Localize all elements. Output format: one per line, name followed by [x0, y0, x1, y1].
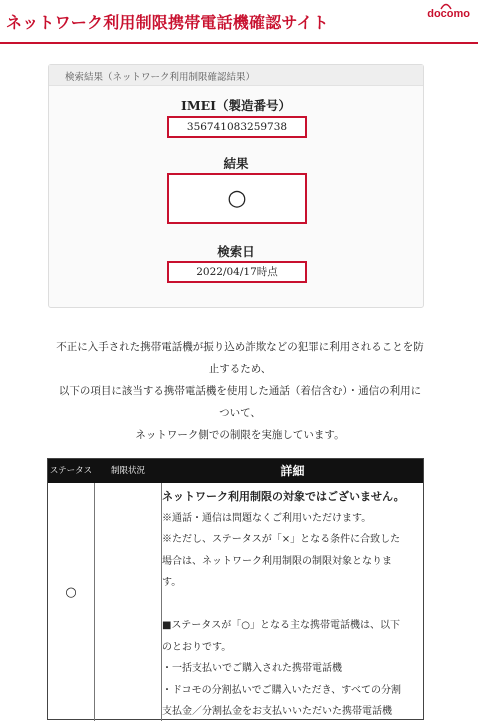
row-detail	[162, 486, 418, 723]
detail-line: ・一括支払いでご購入された携帯電話機	[162, 663, 342, 674]
header-detail: 詳細	[280, 464, 305, 478]
header-restriction: 制限状況	[110, 466, 145, 476]
notice-line: ついて、	[219, 407, 261, 419]
notice-line: ネットワーク側での制限を実施しています。	[135, 429, 345, 441]
site-title: ネットワーク利用制限携帯電話機確認サイト	[6, 13, 329, 32]
notice-line: 止するため、	[208, 363, 272, 375]
detail-line: ※ただし、ステータスが「×」となる条件に合致した	[162, 534, 401, 545]
brand-name: docomo	[427, 8, 470, 20]
column-divider	[94, 483, 95, 721]
notice-line: 不正に入手された携帯電話機が振り込め詐欺などの犯罪に利用されることを防	[56, 341, 424, 353]
detail-lead: ネットワーク利用制限の対象ではございません。	[162, 490, 405, 503]
imei-value: 356741083259738	[167, 116, 307, 138]
table-header-row	[48, 459, 423, 483]
detail-line: ■ステータスが「○」となる主な携帯電話機は、以下	[162, 620, 400, 631]
detail-line: のとおりです。	[162, 641, 232, 653]
notice-line: 以下の項目に該当する携帯電話機を使用した通話（着信含む）・通信の利用に	[58, 385, 422, 397]
panel-heading	[49, 65, 423, 86]
date-value: 2022/04/17時点	[167, 261, 307, 283]
status-table	[47, 458, 424, 720]
notice-text	[44, 336, 436, 446]
result-label: 結果	[223, 156, 249, 171]
date-label: 検索日	[217, 244, 255, 259]
detail-line: す。	[162, 577, 182, 588]
result-value: ○	[167, 173, 307, 224]
site-header	[0, 0, 478, 44]
result-panel	[48, 64, 424, 308]
detail-line: ※通話・通信は問題なくご利用いただけます。	[162, 512, 372, 524]
detail-line: ・ドコモの分割払いでご購入いただき、すべての分割	[162, 684, 401, 696]
detail-line: 支払金／分割払金をお支払いいただいた携帯電話機	[162, 706, 392, 717]
detail-spacer	[162, 594, 418, 616]
header-status: ステータス	[49, 466, 93, 476]
row-status: ○	[65, 585, 77, 600]
detail-line: 場合は、ネットワーク利用制限の制限対象となりま	[162, 555, 392, 567]
docomo-logo[interactable]	[414, 2, 470, 22]
panel-heading-text: 検索結果（ネットワーク利用制限確認結果）	[65, 72, 256, 83]
imei-label: IMEI（製造番号）	[180, 98, 292, 113]
